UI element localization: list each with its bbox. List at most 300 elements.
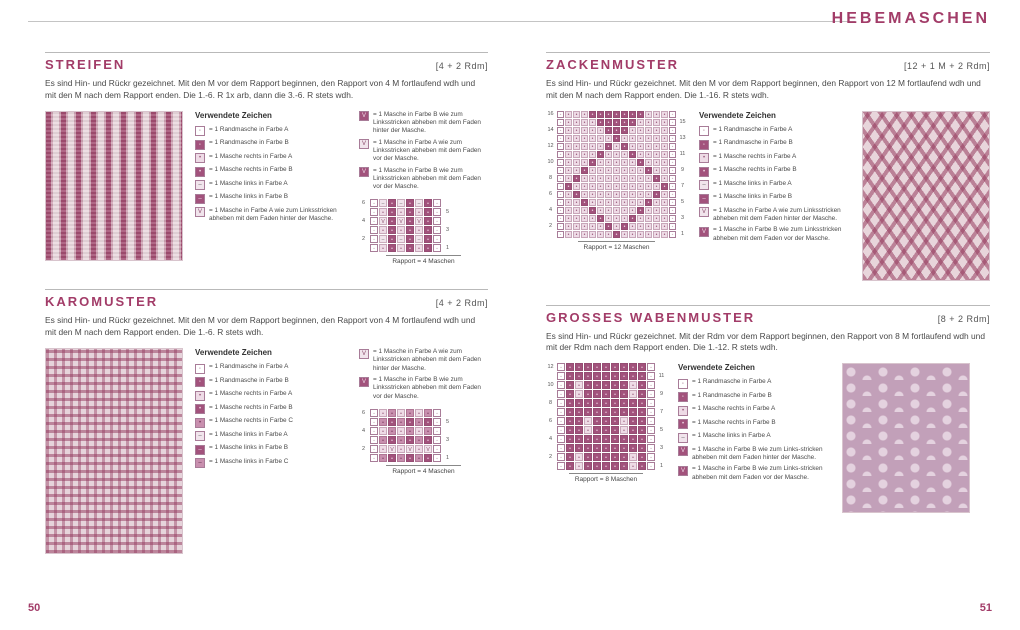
stitch-symbol-icon: V bbox=[699, 207, 709, 217]
chart-cell: – bbox=[415, 199, 423, 207]
chart-cell: ◦ bbox=[669, 191, 676, 198]
legend-text: = 1 Masche rechts in Farbe B bbox=[209, 166, 293, 174]
header-rule bbox=[28, 21, 855, 22]
legend-item bbox=[195, 193, 347, 204]
chart-cell: • bbox=[597, 167, 604, 174]
section-description: Es sind Hin- und Rückr gezeichnet. Mit den M vor dem Rapport beginnen, den Rapport von 12 M fortlaufend wdh und mit den M nach dem Rapport enden. Die 1.-16. R stets wdh. bbox=[546, 78, 981, 100]
chart-cell: • bbox=[661, 199, 668, 206]
chart-row bbox=[546, 191, 687, 198]
chart-cell: • bbox=[589, 215, 596, 222]
legend-item bbox=[359, 167, 488, 192]
section-header bbox=[546, 305, 990, 325]
chart-cell: • bbox=[613, 175, 620, 182]
legend-text: = 1 Randmasche in Farbe A bbox=[692, 378, 772, 386]
chart-cell: • bbox=[575, 453, 583, 461]
chart-cell: ◦ bbox=[557, 399, 565, 407]
chart-cell: • bbox=[406, 418, 414, 426]
chart-row bbox=[546, 223, 687, 230]
legend-item bbox=[195, 404, 347, 415]
chart-cell: ◦ bbox=[370, 409, 378, 417]
chart-cell: ◦ bbox=[669, 215, 676, 222]
chart-cell: • bbox=[565, 119, 572, 126]
section-header bbox=[45, 289, 488, 309]
chart-row bbox=[359, 208, 488, 216]
chart-cell: • bbox=[597, 207, 604, 214]
chart-cell: • bbox=[613, 215, 620, 222]
chart-cell: • bbox=[653, 175, 660, 182]
legend-text: = 1 Masche in Farbe A wie zum Linksstricken abheben mit dem Faden hinter der Masche. bbox=[209, 206, 337, 222]
chart-cell: • bbox=[406, 217, 414, 225]
chart-row bbox=[546, 119, 687, 126]
chart-cell: ◦ bbox=[433, 235, 441, 243]
chart-cell: • bbox=[638, 408, 646, 416]
chart-cell: • bbox=[629, 372, 637, 380]
chart-cell: • bbox=[593, 399, 601, 407]
chart-cell: • bbox=[645, 111, 652, 118]
chart-cell: • bbox=[581, 175, 588, 182]
chart-cell: • bbox=[637, 199, 644, 206]
chart-cell: • bbox=[565, 231, 572, 238]
chart-cell: ◦ bbox=[647, 462, 655, 470]
chart-row bbox=[546, 363, 666, 371]
chart-cell: ◦ bbox=[557, 223, 564, 230]
section-karomuster bbox=[45, 289, 488, 554]
chart-row bbox=[546, 111, 687, 118]
chart-cell: • bbox=[593, 462, 601, 470]
legend-item bbox=[195, 139, 347, 150]
chart-cell: • bbox=[581, 215, 588, 222]
chart-cell: • bbox=[593, 444, 601, 452]
legend-text: = 1 Masche links in Farbe C bbox=[209, 457, 289, 465]
chart-cell: ◦ bbox=[669, 167, 676, 174]
legend-text: = 1 Randmasche in Farbe B bbox=[713, 139, 793, 147]
legend-column bbox=[699, 111, 850, 246]
chart-cell: • bbox=[573, 135, 580, 142]
chart-cell: • bbox=[629, 119, 636, 126]
chart-row bbox=[359, 436, 488, 444]
chart-cell: • bbox=[653, 127, 660, 134]
chart-cell: ◦ bbox=[557, 183, 564, 190]
chart-cell: ◦ bbox=[557, 191, 564, 198]
chart-cell: ◦ bbox=[557, 372, 565, 380]
chart-cell: • bbox=[605, 167, 612, 174]
legend-item bbox=[699, 193, 850, 204]
chart-cell: • bbox=[584, 444, 592, 452]
chart-cell: – bbox=[397, 199, 405, 207]
chart-cell: • bbox=[415, 436, 423, 444]
chart-cell: ◦ bbox=[669, 207, 676, 214]
chart-cell: • bbox=[621, 143, 628, 150]
chart-cell: • bbox=[629, 143, 636, 150]
chart-cell: • bbox=[573, 223, 580, 230]
stitch-symbol-icon: – bbox=[678, 433, 688, 443]
chart-cell: • bbox=[388, 409, 396, 417]
chart-row bbox=[359, 217, 488, 225]
chart-cell: • bbox=[653, 119, 660, 126]
legend-text: = 1 Masche links in Farbe A bbox=[209, 430, 288, 438]
chart-cell: • bbox=[581, 223, 588, 230]
stitch-symbol-icon: • bbox=[699, 167, 709, 177]
chart-cell: • bbox=[611, 462, 619, 470]
section-header bbox=[546, 52, 990, 72]
chart-column bbox=[546, 111, 687, 251]
chart-cell: • bbox=[638, 426, 646, 434]
chart-cell: • bbox=[597, 111, 604, 118]
chart-cell: • bbox=[629, 231, 636, 238]
chart-cell: • bbox=[613, 199, 620, 206]
legend-chart-column bbox=[359, 348, 488, 475]
chart-cell: • bbox=[621, 231, 628, 238]
chart-cell: • bbox=[653, 231, 660, 238]
chart-cell: • bbox=[613, 111, 620, 118]
chart-cell: • bbox=[605, 199, 612, 206]
chart-cell: • bbox=[638, 444, 646, 452]
chart-cell: • bbox=[597, 119, 604, 126]
chart-cell: • bbox=[629, 199, 636, 206]
chart-cell: • bbox=[645, 191, 652, 198]
chart-cell: • bbox=[602, 399, 610, 407]
chart-cell: • bbox=[620, 390, 628, 398]
chart-cell: ◦ bbox=[647, 381, 655, 389]
chart-cell: • bbox=[661, 151, 668, 158]
chart-cell: ◦ bbox=[433, 436, 441, 444]
chart-row bbox=[359, 427, 488, 435]
chart-cell: • bbox=[661, 175, 668, 182]
chart-cell: • bbox=[565, 207, 572, 214]
chart-cell: • bbox=[573, 151, 580, 158]
chart-cell: • bbox=[581, 167, 588, 174]
chart-cell: • bbox=[605, 215, 612, 222]
chart-cell: • bbox=[573, 191, 580, 198]
chart-cell: ◦ bbox=[557, 175, 564, 182]
chart-cell: • bbox=[581, 183, 588, 190]
chart-cell: • bbox=[638, 390, 646, 398]
chart-cell: • bbox=[629, 390, 637, 398]
chart-cell: • bbox=[415, 244, 423, 252]
chart-row bbox=[359, 244, 488, 252]
stitch-symbol-icon: – bbox=[195, 194, 205, 204]
page-number-right: 51 bbox=[979, 602, 992, 614]
chart-cell: • bbox=[605, 207, 612, 214]
chart-cell: • bbox=[629, 462, 637, 470]
chart-cell: • bbox=[597, 183, 604, 190]
stitch-symbol-icon: • bbox=[195, 404, 205, 414]
chart-cell: • bbox=[581, 127, 588, 134]
chart-cell: ◦ bbox=[557, 159, 564, 166]
chart-cell: • bbox=[593, 417, 601, 425]
chart-cell: • bbox=[573, 127, 580, 134]
chart-cell: • bbox=[605, 119, 612, 126]
chart-cell: • bbox=[406, 436, 414, 444]
legend-text: = 1 Randmasche in Farbe B bbox=[209, 376, 289, 384]
chart-cell: • bbox=[589, 119, 596, 126]
chart-cell: • bbox=[605, 231, 612, 238]
chart-cell: • bbox=[620, 363, 628, 371]
chart-cell: • bbox=[388, 436, 396, 444]
chart-caption: Rapport = 8 Maschen bbox=[569, 473, 643, 483]
chart-cell: • bbox=[653, 159, 660, 166]
chart-cell: • bbox=[388, 208, 396, 216]
chart-cell: • bbox=[379, 226, 387, 234]
chart-cell: • bbox=[611, 399, 619, 407]
legend-text: = 1 Masche in Farbe B wie zum Links-stricken abheben mit dem Faden vor der Masche. bbox=[692, 465, 823, 481]
section-title: STREIFEN bbox=[45, 57, 126, 72]
chart-cell: ◦ bbox=[557, 231, 564, 238]
stitch-symbol-icon: • bbox=[678, 406, 688, 416]
chart-cell: • bbox=[415, 427, 423, 435]
chart-cell: • bbox=[637, 175, 644, 182]
chart-cell: • bbox=[566, 462, 574, 470]
chart-cell: • bbox=[566, 444, 574, 452]
chart-cell: ◦ bbox=[557, 408, 565, 416]
chart-cell: • bbox=[573, 111, 580, 118]
chart-cell: • bbox=[424, 427, 432, 435]
chart-cell: • bbox=[565, 199, 572, 206]
chart-cell: • bbox=[584, 363, 592, 371]
chart-cell: • bbox=[645, 223, 652, 230]
chart-row bbox=[546, 151, 687, 158]
chart-cell: • bbox=[611, 444, 619, 452]
chart-cell: • bbox=[589, 143, 596, 150]
stitch-symbol-icon: ◦ bbox=[699, 140, 709, 150]
legend-text: = 1 Masche rechts in Farbe A bbox=[713, 152, 797, 160]
chart-cell: • bbox=[661, 167, 668, 174]
chart-row bbox=[546, 417, 666, 425]
chart-cell: • bbox=[629, 167, 636, 174]
stitch-symbol-icon: • bbox=[195, 391, 205, 401]
chart-cell: • bbox=[661, 143, 668, 150]
chart-cell: ◦ bbox=[669, 143, 676, 150]
row-number-right: 9 bbox=[659, 391, 664, 398]
chart-cell: • bbox=[575, 399, 583, 407]
stitch-symbol-icon: V bbox=[359, 377, 369, 387]
legend-column bbox=[195, 348, 347, 471]
chart-cell: • bbox=[621, 127, 628, 134]
chart-cell: • bbox=[605, 135, 612, 142]
chart-cell: ◦ bbox=[557, 199, 564, 206]
legend-text: = 1 Masche in Farbe A wie zum Linksstricken abheben mit dem Faden vor der Masche. bbox=[373, 138, 481, 163]
chart-row bbox=[546, 215, 687, 222]
chart-cell: • bbox=[637, 223, 644, 230]
chart-cell: ◦ bbox=[557, 143, 564, 150]
chart-cell: ◦ bbox=[669, 119, 676, 126]
chart-row bbox=[359, 199, 488, 207]
chart-cell: • bbox=[575, 390, 583, 398]
chart-cell: • bbox=[575, 363, 583, 371]
chart-cell: • bbox=[638, 399, 646, 407]
chart-cell: • bbox=[611, 372, 619, 380]
chart-cell: ◦ bbox=[557, 390, 565, 398]
legend-text: = 1 Masche links in Farbe B bbox=[209, 193, 289, 201]
chart-row bbox=[359, 226, 488, 234]
chart-cell: • bbox=[581, 207, 588, 214]
chart-cell: ◦ bbox=[370, 445, 378, 453]
chart-row bbox=[546, 426, 666, 434]
legend-text: = 1 Masche links in Farbe B bbox=[209, 444, 289, 452]
chart-cell: • bbox=[613, 207, 620, 214]
chart-cell: • bbox=[424, 454, 432, 462]
chart-row bbox=[359, 235, 488, 243]
chart-cell: • bbox=[581, 111, 588, 118]
legend-text: = 1 Masche in Farbe B wie zum Linksstricken abheben mit dem Faden hinter der Masche. bbox=[373, 110, 481, 135]
chart-cell: • bbox=[589, 175, 596, 182]
stitch-symbol-icon: – bbox=[195, 445, 205, 455]
chart-cell: • bbox=[565, 215, 572, 222]
chart-cell: • bbox=[629, 381, 637, 389]
chart-cell: ◦ bbox=[669, 199, 676, 206]
chart-cell: • bbox=[388, 454, 396, 462]
legend-text: = 1 Masche in Farbe A wie zum Linksstricken abheben mit dem Faden hinter der Masche. bbox=[713, 206, 841, 222]
legend-item bbox=[195, 180, 347, 191]
chart-caption: Rapport = 12 Maschen bbox=[578, 241, 656, 251]
legend-item bbox=[678, 419, 830, 430]
chart-cell: • bbox=[613, 151, 620, 158]
chart-cell: • bbox=[661, 127, 668, 134]
legend-item bbox=[359, 139, 488, 164]
chart-cell: ◦ bbox=[433, 226, 441, 234]
legend-item bbox=[678, 392, 830, 403]
stitch-symbol-icon: ◦ bbox=[678, 379, 688, 389]
legend-text: = 1 Masche in Farbe B wie zum Linksstricken abheben mit dem Faden vor der Masche. bbox=[373, 166, 481, 191]
chart-row bbox=[546, 435, 666, 443]
chart-cell: • bbox=[611, 426, 619, 434]
chart-cell: V bbox=[406, 445, 414, 453]
chart-cell: • bbox=[621, 199, 628, 206]
chart-cell: • bbox=[397, 244, 405, 252]
chart-cell: ◦ bbox=[647, 372, 655, 380]
chart-cell: • bbox=[629, 159, 636, 166]
chart-cell: • bbox=[566, 390, 574, 398]
chart-cell: • bbox=[593, 363, 601, 371]
chart-cell: • bbox=[565, 223, 572, 230]
chart-cell: • bbox=[661, 223, 668, 230]
chart-cell: ◦ bbox=[433, 454, 441, 462]
chart-cell: • bbox=[575, 417, 583, 425]
legend-text: = 1 Masche rechts in Farbe A bbox=[209, 390, 293, 398]
chart-cell: • bbox=[613, 223, 620, 230]
chart-cell: • bbox=[415, 418, 423, 426]
chart-cell: • bbox=[611, 453, 619, 461]
section-description: Es sind Hin- und Rückr gezeichnet. Mit der Rdm vor dem Rapport beginnen, den Rapport von 8 M fortlaufend wdh und mit der Rdm nach dem Rapport enden. Die 1.-12. R stets wdh. bbox=[546, 330, 985, 353]
row-number-right: 11 bbox=[658, 373, 665, 380]
chart-cell: • bbox=[629, 127, 636, 134]
page-title: HEBEMASCHEN bbox=[831, 10, 990, 27]
chart-cell: • bbox=[593, 453, 601, 461]
legend-item bbox=[195, 207, 347, 224]
chart-cell: • bbox=[589, 159, 596, 166]
chart-cell: • bbox=[581, 199, 588, 206]
chart-cell: • bbox=[593, 408, 601, 416]
legend-text: = 1 Masche links in Farbe A bbox=[713, 179, 792, 187]
chart-cell: • bbox=[424, 199, 432, 207]
chart-cell: • bbox=[397, 427, 405, 435]
chart-cell: • bbox=[661, 215, 668, 222]
chart-cell: • bbox=[629, 207, 636, 214]
chart-cell: • bbox=[653, 191, 660, 198]
chart-cell: • bbox=[621, 175, 628, 182]
chart-cell: • bbox=[661, 111, 668, 118]
chart-cell: • bbox=[602, 372, 610, 380]
chart-cell: • bbox=[597, 175, 604, 182]
legend-item bbox=[699, 180, 850, 191]
chart-row bbox=[546, 175, 687, 182]
legend-text: = 1 Masche links in Farbe B bbox=[713, 193, 793, 201]
chart-cell: • bbox=[613, 119, 620, 126]
chart-cell: • bbox=[620, 399, 628, 407]
chart-cell: • bbox=[597, 151, 604, 158]
chart-cell: ◦ bbox=[433, 427, 441, 435]
chart-cell: • bbox=[581, 151, 588, 158]
legend-item bbox=[195, 377, 347, 388]
chart-cell: • bbox=[597, 199, 604, 206]
chart-wrap bbox=[359, 409, 488, 475]
chart-row bbox=[546, 207, 687, 214]
stitch-symbol-icon: V bbox=[678, 446, 688, 456]
chart-cell: • bbox=[645, 127, 652, 134]
chart-row bbox=[546, 453, 666, 461]
chart-cell: • bbox=[581, 119, 588, 126]
legend-text: = 1 Randmasche in Farbe A bbox=[209, 125, 289, 133]
legend-text: = 1 Masche rechts in Farbe B bbox=[692, 418, 776, 426]
row-number-left: 10 bbox=[547, 382, 554, 389]
stitch-symbol-icon: ◦ bbox=[195, 377, 205, 387]
chart-cell: • bbox=[605, 223, 612, 230]
legend-text: = 1 Randmasche in Farbe B bbox=[692, 391, 772, 399]
chart-cell: • bbox=[566, 453, 574, 461]
chart-row bbox=[546, 183, 687, 190]
chart-cell: • bbox=[589, 127, 596, 134]
legend-list-a bbox=[195, 126, 347, 224]
chart-cell: • bbox=[593, 372, 601, 380]
legend-text: = 1 Masche rechts in Farbe A bbox=[692, 405, 776, 413]
stitch-symbol-icon: V bbox=[359, 167, 369, 177]
chart-cell: ◦ bbox=[433, 244, 441, 252]
chart-row bbox=[359, 454, 488, 462]
chart-cell: • bbox=[573, 215, 580, 222]
legend-text: = 1 Masche in Farbe B wie zum Linksstricken abheben mit dem Faden vor der Masche. bbox=[713, 226, 842, 242]
chart-cell: • bbox=[611, 408, 619, 416]
chart-cell: • bbox=[566, 417, 574, 425]
section-description: Es sind Hin- und Rückr gezeichnet. Mit den M vor dem Rapport beginnen, den Rapport von 4 M fortlaufend wdh und mit den M nach dem Rapport enden. Die 1.-6. R stets wdh. bbox=[45, 315, 476, 338]
row-number-right: 5 bbox=[445, 209, 450, 216]
page-number-left: 50 bbox=[28, 602, 41, 614]
chart-cell: • bbox=[629, 363, 637, 371]
chart-cell: • bbox=[566, 372, 574, 380]
chart-row bbox=[359, 409, 488, 417]
left-page bbox=[45, 52, 488, 578]
legend-item bbox=[195, 390, 347, 401]
chart-cell: • bbox=[602, 408, 610, 416]
stitch-symbol-icon: • bbox=[699, 153, 709, 163]
chart-cell: • bbox=[613, 127, 620, 134]
chart-cell: • bbox=[645, 207, 652, 214]
chart-cell: • bbox=[397, 409, 405, 417]
chart-cell: • bbox=[620, 453, 628, 461]
chart-cell: • bbox=[584, 372, 592, 380]
chart-cell: • bbox=[629, 175, 636, 182]
chart-cell: ◦ bbox=[557, 215, 564, 222]
chart-row bbox=[546, 231, 687, 238]
row-number-left: 16 bbox=[547, 111, 554, 118]
chart-cell: • bbox=[621, 111, 628, 118]
row-number-left: 6 bbox=[548, 418, 553, 425]
chart-cell: • bbox=[406, 427, 414, 435]
chart-cell: • bbox=[602, 426, 610, 434]
row-number-left: 2 bbox=[361, 236, 366, 243]
chart-cell: V bbox=[415, 217, 423, 225]
stitch-symbol-icon: V bbox=[195, 207, 205, 217]
legend-item bbox=[195, 126, 347, 137]
